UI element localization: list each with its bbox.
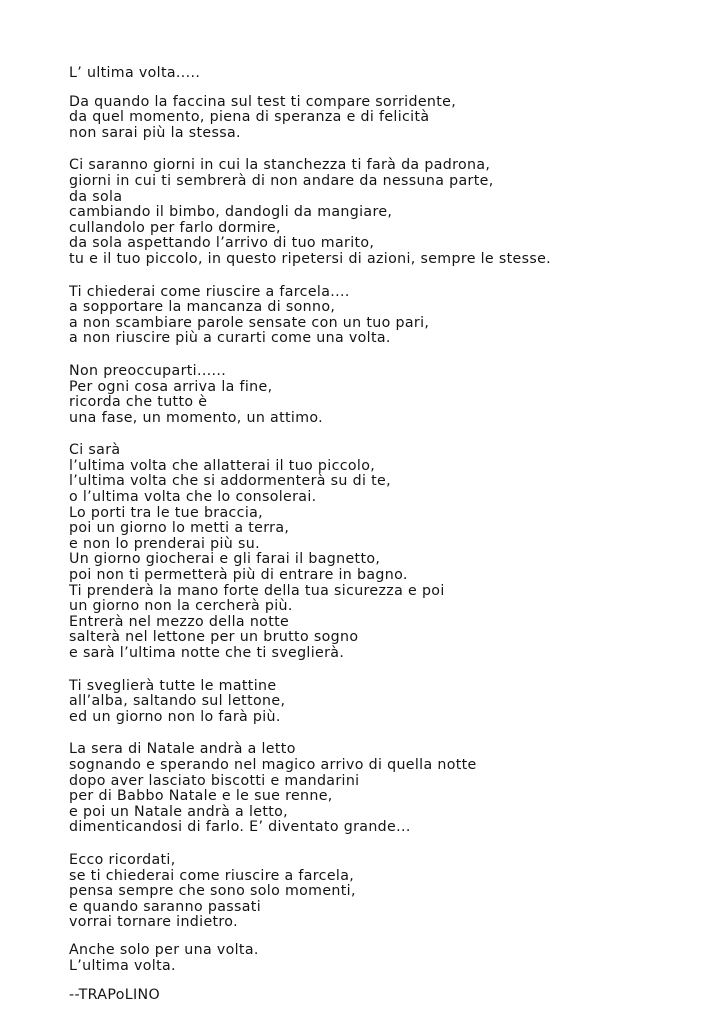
poem-line: tu e il tuo piccolo, in questo ripetersi di azioni, sempre le stesse. [69, 250, 552, 267]
poem-line: all’alba, saltando sul lettone, [69, 693, 286, 710]
poem-line: l’ultima volta che allatterai il tuo piccolo, [69, 457, 376, 474]
poem [69, 66, 689, 1004]
poem-line: poi un giorno lo metti a terra, [69, 520, 290, 537]
poem-line: da quel momento, piena di speranza e di felicità [69, 109, 430, 126]
poem-line: Ecco ricordati, [69, 851, 176, 868]
poem-line: Un giorno giocherai e gli farai il bagnetto, [69, 551, 381, 568]
poem-line: a non riuscire più a curarti come una volta. [69, 330, 391, 347]
poem-line: dimenticandosi di farlo. E’ diventato grande... [69, 819, 411, 836]
poem-line: Non preoccuparti...... [69, 362, 227, 379]
poem-line: a sopportare la mancanza di sonno, [69, 299, 336, 316]
stanza-7 [69, 742, 689, 836]
poem-line: a non scambiare parole sensate con un tuo pari, [69, 314, 430, 331]
stanza-6 [69, 679, 689, 726]
poem-line: una fase, un momento, un attimo. [69, 409, 324, 426]
poem-line: Lo porti tra le tue braccia, [69, 504, 264, 521]
poem-line: ed un giorno non lo farà più. [69, 708, 281, 725]
poem-line: non sarai più la stessa. [69, 124, 241, 141]
poem-line: o l’ultima volta che lo consolerai. [69, 489, 317, 506]
poem-line: Ti prenderà la mano forte della tua sicurezza e poi [69, 582, 445, 599]
poem-line: Ci saranno giorni in cui la stanchezza ti farà da padrona, [69, 157, 491, 174]
poem-title: L’ ultima volta..... [69, 65, 201, 81]
poem-line: cullandolo per farlo dormire, [69, 219, 281, 236]
poem-line: per di Babbo Natale e le sue renne, [69, 788, 333, 805]
poem-line: Per ogni cosa arriva la fine, [69, 378, 273, 395]
poem-line: da sola aspettando l’arrivo di tuo marito, [69, 235, 375, 252]
poem-line: cambiando il bimbo, dandogli da mangiare, [69, 204, 393, 221]
poem-line: se ti chiederai come riuscire a farcela, [69, 867, 355, 884]
poem-line: salterà nel lettone per un brutto sogno [69, 629, 359, 646]
poem-line: e quando saranno passati [69, 898, 261, 915]
stanza-9 [69, 943, 689, 974]
poem-line: dopo aver lasciato biscotti e mandarini [69, 772, 360, 789]
poem-line: Entrerà nel mezzo della notte [69, 613, 290, 630]
poem-line: Ti sveglierà tutte le mattine [69, 677, 277, 694]
stanza-4 [69, 364, 689, 426]
poem-line: Ci sarà [69, 442, 121, 459]
poem-line: vorrai tornare indietro. [69, 914, 238, 931]
poem-line: ricorda che tutto è [69, 394, 208, 411]
stanza-3 [69, 285, 689, 347]
stanza-8 [69, 853, 689, 931]
poem-line: poi non ti permetterà più di entrare in bagno. [69, 567, 408, 584]
author-signature: --TRAPoLINO [69, 987, 161, 1004]
poem-line: La sera di Natale andrà a letto [69, 741, 296, 758]
poem-line: sognando e sperando nel magico arrivo di quella notte [69, 756, 477, 773]
poem-line: Da quando la faccina sul test ti compare sorridente, [69, 93, 457, 110]
poem-line: Ti chiederai come riuscire a farcela.... [69, 283, 350, 300]
poem-line: l’ultima volta che si addormenterà su di te, [69, 473, 391, 490]
poem-line: pensa sempre che sono solo momenti, [69, 883, 356, 900]
stanza-1 [69, 95, 689, 142]
poem-line: e poi un Natale andrà a letto, [69, 803, 289, 820]
stanza-5 [69, 443, 689, 661]
stanza-2 [69, 158, 689, 267]
poem-line: e non lo prenderai più su. [69, 535, 260, 552]
poem-line: L’ultima volta. [69, 957, 176, 974]
poem-line: Anche solo per una volta. [69, 941, 259, 958]
poem-line: giorni in cui ti sembrerà di non andare da nessuna parte, [69, 172, 494, 189]
poem-line: da sola [69, 188, 123, 205]
poem-line: e sarà l’ultima notte che ti sveglierà. [69, 645, 345, 661]
poem-line: un giorno non la cercherà più. [69, 598, 293, 615]
